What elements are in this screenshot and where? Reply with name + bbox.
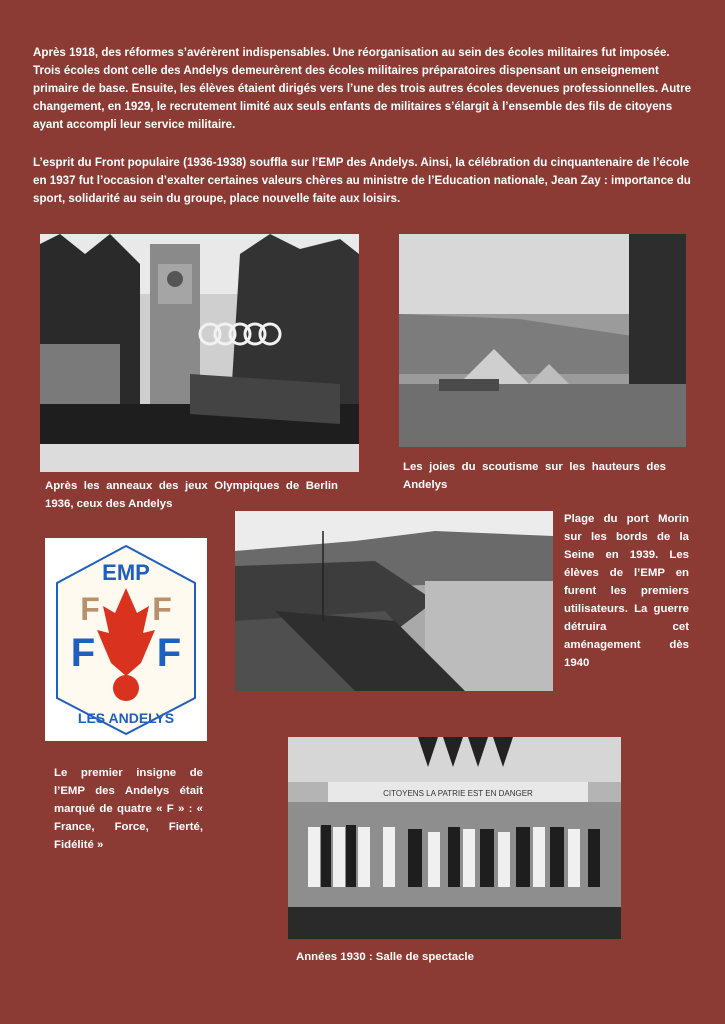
caption-theatre: Années 1930 : Salle de spectacle bbox=[296, 951, 474, 963]
badge-letter-tr: F bbox=[152, 591, 172, 627]
theatre-banner-text: CITOYENS LA PATRIE EST EN DANGER bbox=[383, 789, 533, 798]
badge-grenade-icon bbox=[113, 675, 139, 701]
caption-badge: Le premier insigne de l’EMP des Andelys était marqué de quatre « F » : « France, Force, Fierté, Fidélité » bbox=[54, 767, 203, 851]
emp-badge-image bbox=[45, 538, 207, 741]
caption-beach: Plage du port Morin sur les bords de la Seine en 1939. Les élèves de l’EMP en furent les premiers utilisateurs. La guerre détruira cet aménagement dès 1940 bbox=[564, 513, 689, 669]
badge-letter-bl: F bbox=[70, 631, 96, 675]
intro-paragraph-2: L’esprit du Front populaire (1936-1938) souffla sur l’EMP des Andelys. Ainsi, la célébration du cinquantenaire de l’école en 1937 fut l’occasion d’exalter certaines valeurs chères au ministre de l’Education nationale, Jean Zay : importance du sport, solidarité au sein du groupe, place nouvelle faite aux loisirs. bbox=[33, 156, 691, 205]
badge-letter-br: F bbox=[156, 631, 182, 675]
badge-bottom-text: LES ANDELYS bbox=[77, 710, 175, 726]
photo-theatre-stage bbox=[288, 737, 621, 939]
photo-port-morin-beach bbox=[235, 511, 553, 691]
badge-top-text: EMP bbox=[102, 560, 150, 585]
caption-scouting: Les joies du scoutisme sur les hauteurs des Andelys bbox=[403, 461, 666, 491]
badge-letter-tl: F bbox=[80, 591, 100, 627]
photo-scout-camp bbox=[399, 234, 686, 447]
intro-paragraph-1: Après 1918, des réformes s’avérèrent indispensables. Une réorganisation au sein des écoles militaires fut imposée. Trois écoles dont celle des Andelys demeurèrent des écoles militaires préparatoires dispensant un enseignement primaire de base. Ensuite, les élèves étaient dirigés vers l’une des trois autres écoles devenues professionnelles. Autre changement, en 1929, le recrutement limité aux seuls enfants de militaires s’élargit à l’ensemble des fils de citoyens ayant accompli leur service militaire. bbox=[33, 46, 692, 131]
photo-olympic-rings bbox=[40, 234, 359, 472]
caption-olympic: Après les anneaux des jeux Olympiques de Berlin 1936, ceux des Andelys bbox=[45, 480, 338, 510]
